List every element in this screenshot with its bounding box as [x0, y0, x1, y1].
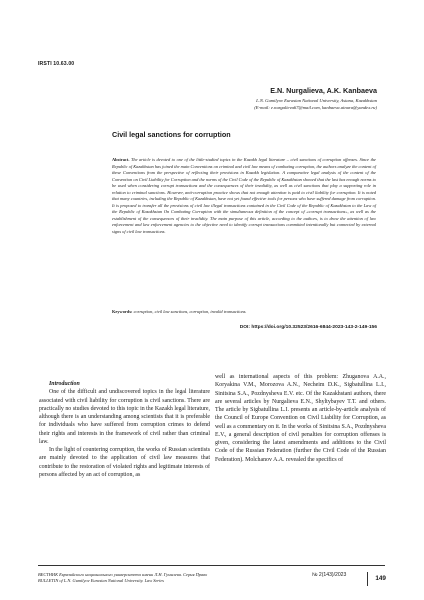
footer-journal-en: BULLETIN of L.N. Gumilyov Eurasian National University. Law Series [38, 578, 164, 584]
keywords-lead: Keywords: [112, 309, 133, 314]
doi-link[interactable]: DOI: https://doi.org/10.32523/2616-6844-2023-143-2-149-156 [239, 325, 377, 330]
abstract [112, 157, 376, 236]
footer-journal [38, 572, 298, 585]
authors: E.N. Nurgalieva, A.K. Kanbaeva [270, 86, 377, 95]
body-column-right [215, 373, 386, 464]
affiliation-email: (E-mail: e.nurgalieva67@mail.com, kanbaeva.ainura@yandex.ru) [254, 104, 377, 110]
keywords [112, 309, 376, 315]
body-column-left [39, 380, 210, 479]
page-number: 149 [367, 572, 386, 586]
footer-journal-ru: ВЕСТНИК Евразийского национального университета имени Л.Н. Гумилева. Серия Право [38, 572, 208, 577]
irsti-code: IRSTI 10.63.00 [38, 61, 75, 67]
section-heading-introduction: Introduction [49, 381, 80, 387]
paragraph: In the light of countering corruption, the works of Russian scientists are mainly devoted to the application of civil law measures that contribute to the restoration of violated rights and legitimate interests of persons affected by an act of corruption, as [39, 447, 210, 478]
abstract-text: The article is devoted to one of the little-studied topics in the Kazakh legal literature – civil sanctions of corruption offenses. Since the Republic of Kazakhstan has joined the main Conventions on criminal and civil law means of combating corruption, the authors analyze the content of these Conventions from the perspective of reflecting their provisions in Kazakh legislation. A comparative legal analysis of the content of the Convention on Civil Liability for Corruption and the norms of the Civil Code of the Republic of Kazakhstan showed that the last has enough norms to be used when considering corrupt transactions and the consequences of their invalidity, as well as civil sanctions that play a supporting role in relation to criminal sanctions. However, anti-corruption practice shows that not enough attention is paid to civil liability for corruption. It is noted that many countries, including the Republic of Kazakhstan, have not yet found effective tools for persons who have suffered damage from corruption. It is proposed to transfer all the provisions of civil law illegal transactions contained in the Civil Code of the Republic of Kazakhstan to the Law of the Republic of Kazakhstan On Combating Corruption with the simultaneous definition of the concept of «corrupt transactions», as well as the establishment of the consequences of their invalidity. The main purpose of this article, according to the authors, is to draw the attention of law enforcement and law enforcement agencies to the objective need to identify corrupt transactions committed intentionally but connected by external signs of civil law transactions. [112, 157, 376, 235]
footer-issue: № 2(143)/2023 [312, 572, 347, 578]
keywords-text: corruption, civil law sanctions, corruption, invalid transactions. [132, 309, 247, 314]
footer-divider [38, 565, 385, 566]
abstract-lead: Abstract. [112, 157, 130, 162]
affiliation-institution: L.N. Gumilyov Eurasian National University, Astana, Kazakhstan [256, 98, 377, 103]
affiliation [77, 98, 377, 111]
paragraph: One of the difficult and undiscovered topics in the legal literature associated with civil liability for corruption is civil sanctions. There are practically no studies devoted to this topic in the Kazakh legal literature, although there is an understanding among scientists that it is preferable for individuals who have suffered from corruption crimes to defend their rights and interests in the framework of civil rather than criminal law. [39, 389, 210, 445]
paragraph: well as international aspects of this problem: Zhuganova A.A., Koryakina V.M., Morozova A.N., Necheim D.K., Sigbatullina L.I., Sinitsina S.A., Pozdnysheva E.V. etc. Of the Kazakhstani authors, there are several articles by Nurgalieva E.N., Shyltybayev T.T. and others. The article by Sigbatullina L.I. presents an article-by-article analysis of the Council of Europe Convention on Civil Liability for Corruption, as well as a commentary on it. In the works of Sinitsina S.A., Pozdnysheva E.V., a general description of civil penalties for corruption offenses is given, considering the latest amendments and additions to the Civil Code of the Russian Federation (further the Civil Code of the Russian Federation). Molchanov A.A. revealed the specifics of [215, 374, 386, 463]
article-title: Civil legal sanctions for corruption [112, 130, 231, 139]
